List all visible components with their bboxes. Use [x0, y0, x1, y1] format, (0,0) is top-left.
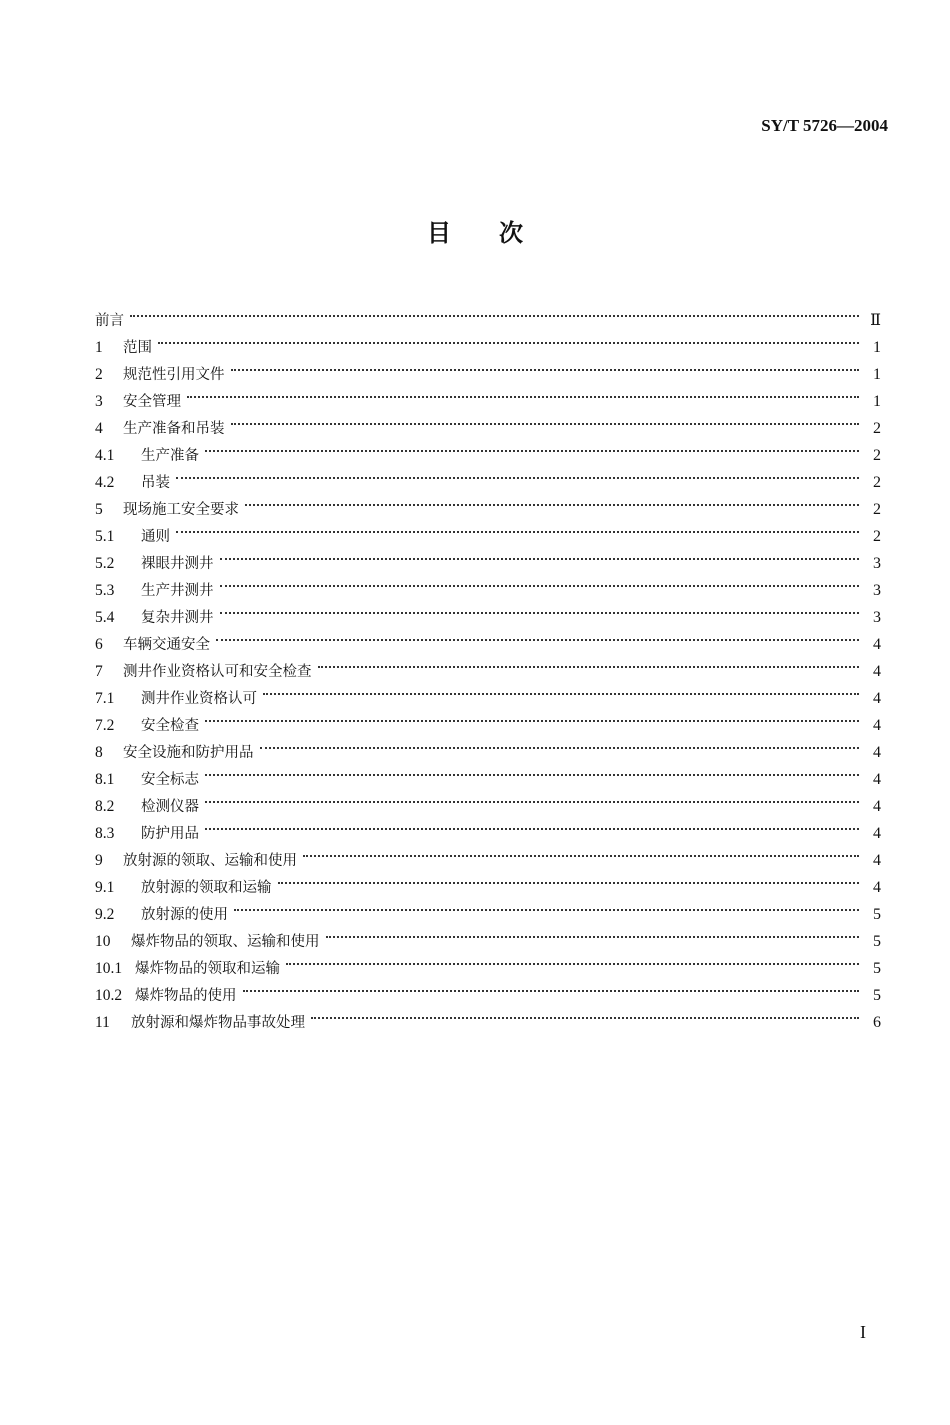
toc-entry-number: 5.2 — [95, 555, 115, 572]
toc-entry-page: 4 — [873, 663, 881, 680]
toc-entry-page: 2 — [873, 501, 881, 518]
dot-leader — [245, 487, 859, 514]
toc-entry[interactable] — [95, 514, 881, 545]
toc-entry[interactable] — [95, 730, 881, 761]
table-of-contents — [95, 298, 881, 1031]
toc-entry-number: 4.1 — [95, 447, 115, 464]
toc-entry-label: 放射源的使用 — [141, 907, 228, 923]
toc-entry[interactable] — [95, 811, 881, 842]
toc-entry-number: 5.3 — [95, 582, 115, 599]
toc-entry-label: 车辆交通安全 — [123, 637, 210, 653]
toc-entry[interactable] — [95, 406, 881, 437]
toc-entry-page: 1 — [873, 393, 881, 410]
toc-entry-label: 测井作业资格认可 — [141, 691, 257, 707]
toc-entry-label: 测井作业资格认可和安全检查 — [123, 664, 312, 680]
toc-entry-page: 6 — [873, 1014, 881, 1031]
toc-entry-number: 1 — [95, 339, 103, 356]
toc-entry-number: 4.2 — [95, 474, 115, 491]
toc-title-char: 次 — [499, 219, 523, 247]
toc-entry-label: 复杂井测井 — [141, 610, 214, 626]
dot-leader — [220, 541, 860, 568]
toc-entry-number: 8 — [95, 744, 103, 761]
toc-entry-number: 8.3 — [95, 825, 115, 842]
page-number: I — [860, 1322, 866, 1342]
toc-entry[interactable] — [95, 838, 881, 869]
toc-entry-page: 2 — [873, 420, 881, 437]
toc-entry[interactable] — [95, 541, 881, 572]
toc-entry-page: 4 — [873, 636, 881, 653]
dot-leader — [130, 298, 859, 325]
dot-leader — [205, 757, 859, 784]
toc-entry-page: 4 — [873, 798, 881, 815]
toc-entry-label: 放射源的领取、运输和使用 — [123, 853, 297, 869]
toc-entry-label: 生产井测井 — [141, 583, 214, 599]
toc-entry[interactable] — [95, 379, 881, 410]
toc-entry-page: 5 — [873, 906, 881, 923]
toc-entry-label: 爆炸物品的领取和运输 — [135, 961, 280, 977]
dot-leader — [260, 730, 860, 757]
dot-leader — [243, 973, 860, 1000]
dot-leader — [231, 406, 860, 433]
toc-entry-page: Ⅱ — [870, 312, 881, 329]
dot-leader — [220, 595, 860, 622]
toc-entry-page: 5 — [873, 960, 881, 977]
toc-entry-number: 11 — [95, 1014, 110, 1031]
toc-entry-page: 1 — [873, 339, 881, 356]
dot-leader — [158, 325, 859, 352]
toc-entry-page: 4 — [873, 771, 881, 788]
toc-entry-number: 8.1 — [95, 771, 115, 788]
dot-leader — [318, 649, 860, 676]
dot-leader — [187, 379, 859, 406]
toc-entry-label: 安全设施和防护用品 — [123, 745, 254, 761]
dot-leader — [234, 892, 859, 919]
dot-leader — [176, 460, 859, 487]
toc-entry-number: 9.2 — [95, 906, 115, 923]
toc-entry-number: 10.2 — [95, 987, 123, 1004]
toc-entry-page: 4 — [873, 690, 881, 707]
toc-entry-page: 2 — [873, 528, 881, 545]
dot-leader — [303, 838, 859, 865]
dot-leader — [286, 946, 859, 973]
toc-entry-number: 10 — [95, 933, 111, 950]
toc-entry-page: 5 — [873, 933, 881, 950]
toc-entry-page: 4 — [873, 744, 881, 761]
toc-entry[interactable] — [95, 703, 881, 734]
toc-entry-page: 4 — [873, 825, 881, 842]
toc-entry-number: 10.1 — [95, 960, 123, 977]
toc-entry-page: 4 — [873, 879, 881, 896]
toc-entry-label: 防护用品 — [141, 826, 199, 842]
dot-leader — [205, 811, 859, 838]
dot-leader — [205, 433, 859, 460]
toc-entry-label: 规范性引用文件 — [123, 367, 225, 383]
toc-entry-number: 7.1 — [95, 690, 115, 707]
toc-entry[interactable] — [95, 298, 881, 329]
toc-entry-label: 前言 — [95, 313, 124, 329]
toc-entry-label: 爆炸物品的使用 — [135, 988, 237, 1004]
toc-entry-page: 3 — [873, 582, 881, 599]
toc-entry[interactable] — [95, 433, 881, 464]
toc-entry-number: 4 — [95, 420, 103, 437]
toc-entry-page: 5 — [873, 987, 881, 1004]
toc-entry-page: 3 — [873, 555, 881, 572]
toc-entry-number: 8.2 — [95, 798, 115, 815]
toc-entry-number: 5 — [95, 501, 103, 518]
toc-entry[interactable] — [95, 460, 881, 491]
toc-entry-label: 放射源和爆炸物品事故处理 — [131, 1015, 305, 1031]
toc-entry-label: 爆炸物品的领取、运输和使用 — [131, 934, 320, 950]
toc-entry[interactable] — [95, 757, 881, 788]
toc-entry-label: 安全检查 — [141, 718, 199, 734]
dot-leader — [326, 919, 860, 946]
toc-entry-number: 7 — [95, 663, 103, 680]
toc-entry-number: 3 — [95, 393, 103, 410]
toc-entry-label: 安全标志 — [141, 772, 199, 788]
dot-leader — [263, 676, 859, 703]
dot-leader — [176, 514, 859, 541]
toc-entry[interactable] — [95, 784, 881, 815]
toc-entry-number: 7.2 — [95, 717, 115, 734]
toc-entry-label: 范围 — [123, 340, 152, 356]
dot-leader — [278, 865, 860, 892]
toc-entry-label: 现场施工安全要求 — [123, 502, 239, 518]
dot-leader — [231, 352, 860, 379]
toc-entry-number: 9 — [95, 852, 103, 869]
toc-title-char: 目 — [427, 219, 451, 247]
standard-code: SY/T 5726—2004 — [761, 116, 888, 135]
toc-entry-label: 吊装 — [141, 475, 170, 491]
toc-entry[interactable] — [95, 352, 881, 383]
toc-entry-number: 5.4 — [95, 609, 115, 626]
dot-leader — [205, 784, 859, 811]
toc-entry-page: 3 — [873, 609, 881, 626]
toc-entry-page: 4 — [873, 852, 881, 869]
toc-entry-number: 6 — [95, 636, 103, 653]
toc-entry-label: 裸眼井测井 — [141, 556, 214, 572]
toc-entry-number: 2 — [95, 366, 103, 383]
dot-leader — [311, 1000, 859, 1027]
toc-entry-label: 安全管理 — [123, 394, 181, 410]
toc-entry-label: 放射源的领取和运输 — [141, 880, 272, 896]
toc-title — [0, 213, 950, 248]
toc-entry-page: 4 — [873, 717, 881, 734]
toc-entry-label: 生产准备和吊装 — [123, 421, 225, 437]
dot-leader — [220, 568, 860, 595]
dot-leader — [205, 703, 859, 730]
toc-entry[interactable] — [95, 487, 881, 518]
dot-leader — [216, 622, 859, 649]
toc-entry[interactable] — [95, 325, 881, 356]
toc-entry-label: 检测仪器 — [141, 799, 199, 815]
toc-entry-page: 2 — [873, 474, 881, 491]
toc-entry-number: 9.1 — [95, 879, 115, 896]
toc-entry-number: 5.1 — [95, 528, 115, 545]
toc-entry-page: 1 — [873, 366, 881, 383]
toc-entry-page: 2 — [873, 447, 881, 464]
toc-entry-label: 通则 — [141, 529, 170, 545]
toc-entry-label: 生产准备 — [141, 448, 199, 464]
